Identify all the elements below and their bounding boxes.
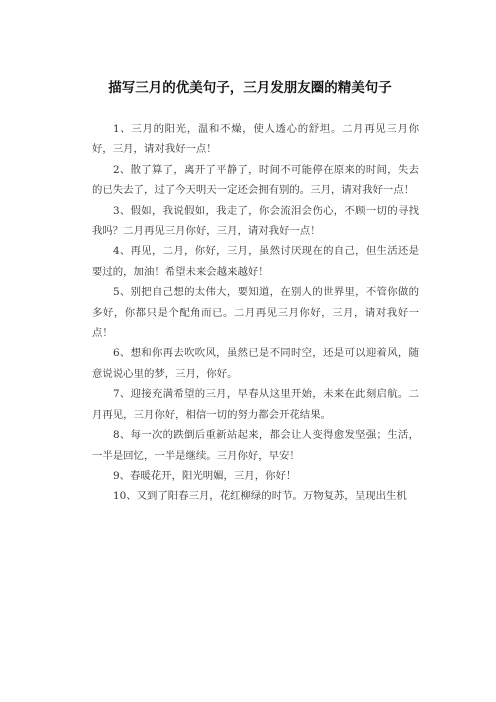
document-body [92, 119, 419, 507]
paragraph-6: 6、想和你再去吹吹风，虽然已是不同时空，还是可以迎着风，随意说说心里的梦，三月，你好。 [92, 347, 419, 380]
paragraph-2: 2、散了算了，离开了平静了，时间不可能停在原来的时间，失去的已失去了，过了今天明天一定还会拥有别的。三月，请对我好一点！ [92, 163, 419, 197]
paragraph-9: 9、春暖花开，阳光明媚，三月，你好！ [113, 469, 297, 482]
document-title: 描写三月的优美句子，三月发朋友圈的精美句子 [108, 80, 392, 96]
paragraph-7: 7、迎接充满希望的三月，早春从这里开始，未来在此刻启航。二月再见，三月你好，相信一切的努力都会开花结果。 [92, 388, 419, 421]
paragraph-8: 8、每一次的跌倒后重新站起来，都会让人变得愈发坚强；生活，一半是回忆，一半是继续。三月你好，早安！ [92, 429, 419, 462]
paragraph-1: 1、三月的阳光，温和不燥，使人透心的舒坦。二月再见三月你好，三月，请对我好一点！ [92, 123, 419, 156]
paragraph-5: 5、别把自己想的太伟大，要知道，在别人的世界里，不管你做的多好，你都只是个配角而已。二月再见三月你好，三月，请对我好一点！ [92, 286, 419, 340]
paragraph-3: 3、假如，我说假如，我走了，你会流泪会伤心，不顾一切的寻找我吗？二月再见三月你好，三月，请对我好一点！ [92, 204, 419, 238]
paragraph-4: 4、再见，二月，你好，三月，虽然讨厌现在的自己，但生活还是要过的，加油！希望未来会越来越好！ [92, 245, 419, 278]
paragraph-10: 10、又到了阳春三月，花红柳绿的时节。万物复苏，呈现出生机 [113, 490, 407, 503]
